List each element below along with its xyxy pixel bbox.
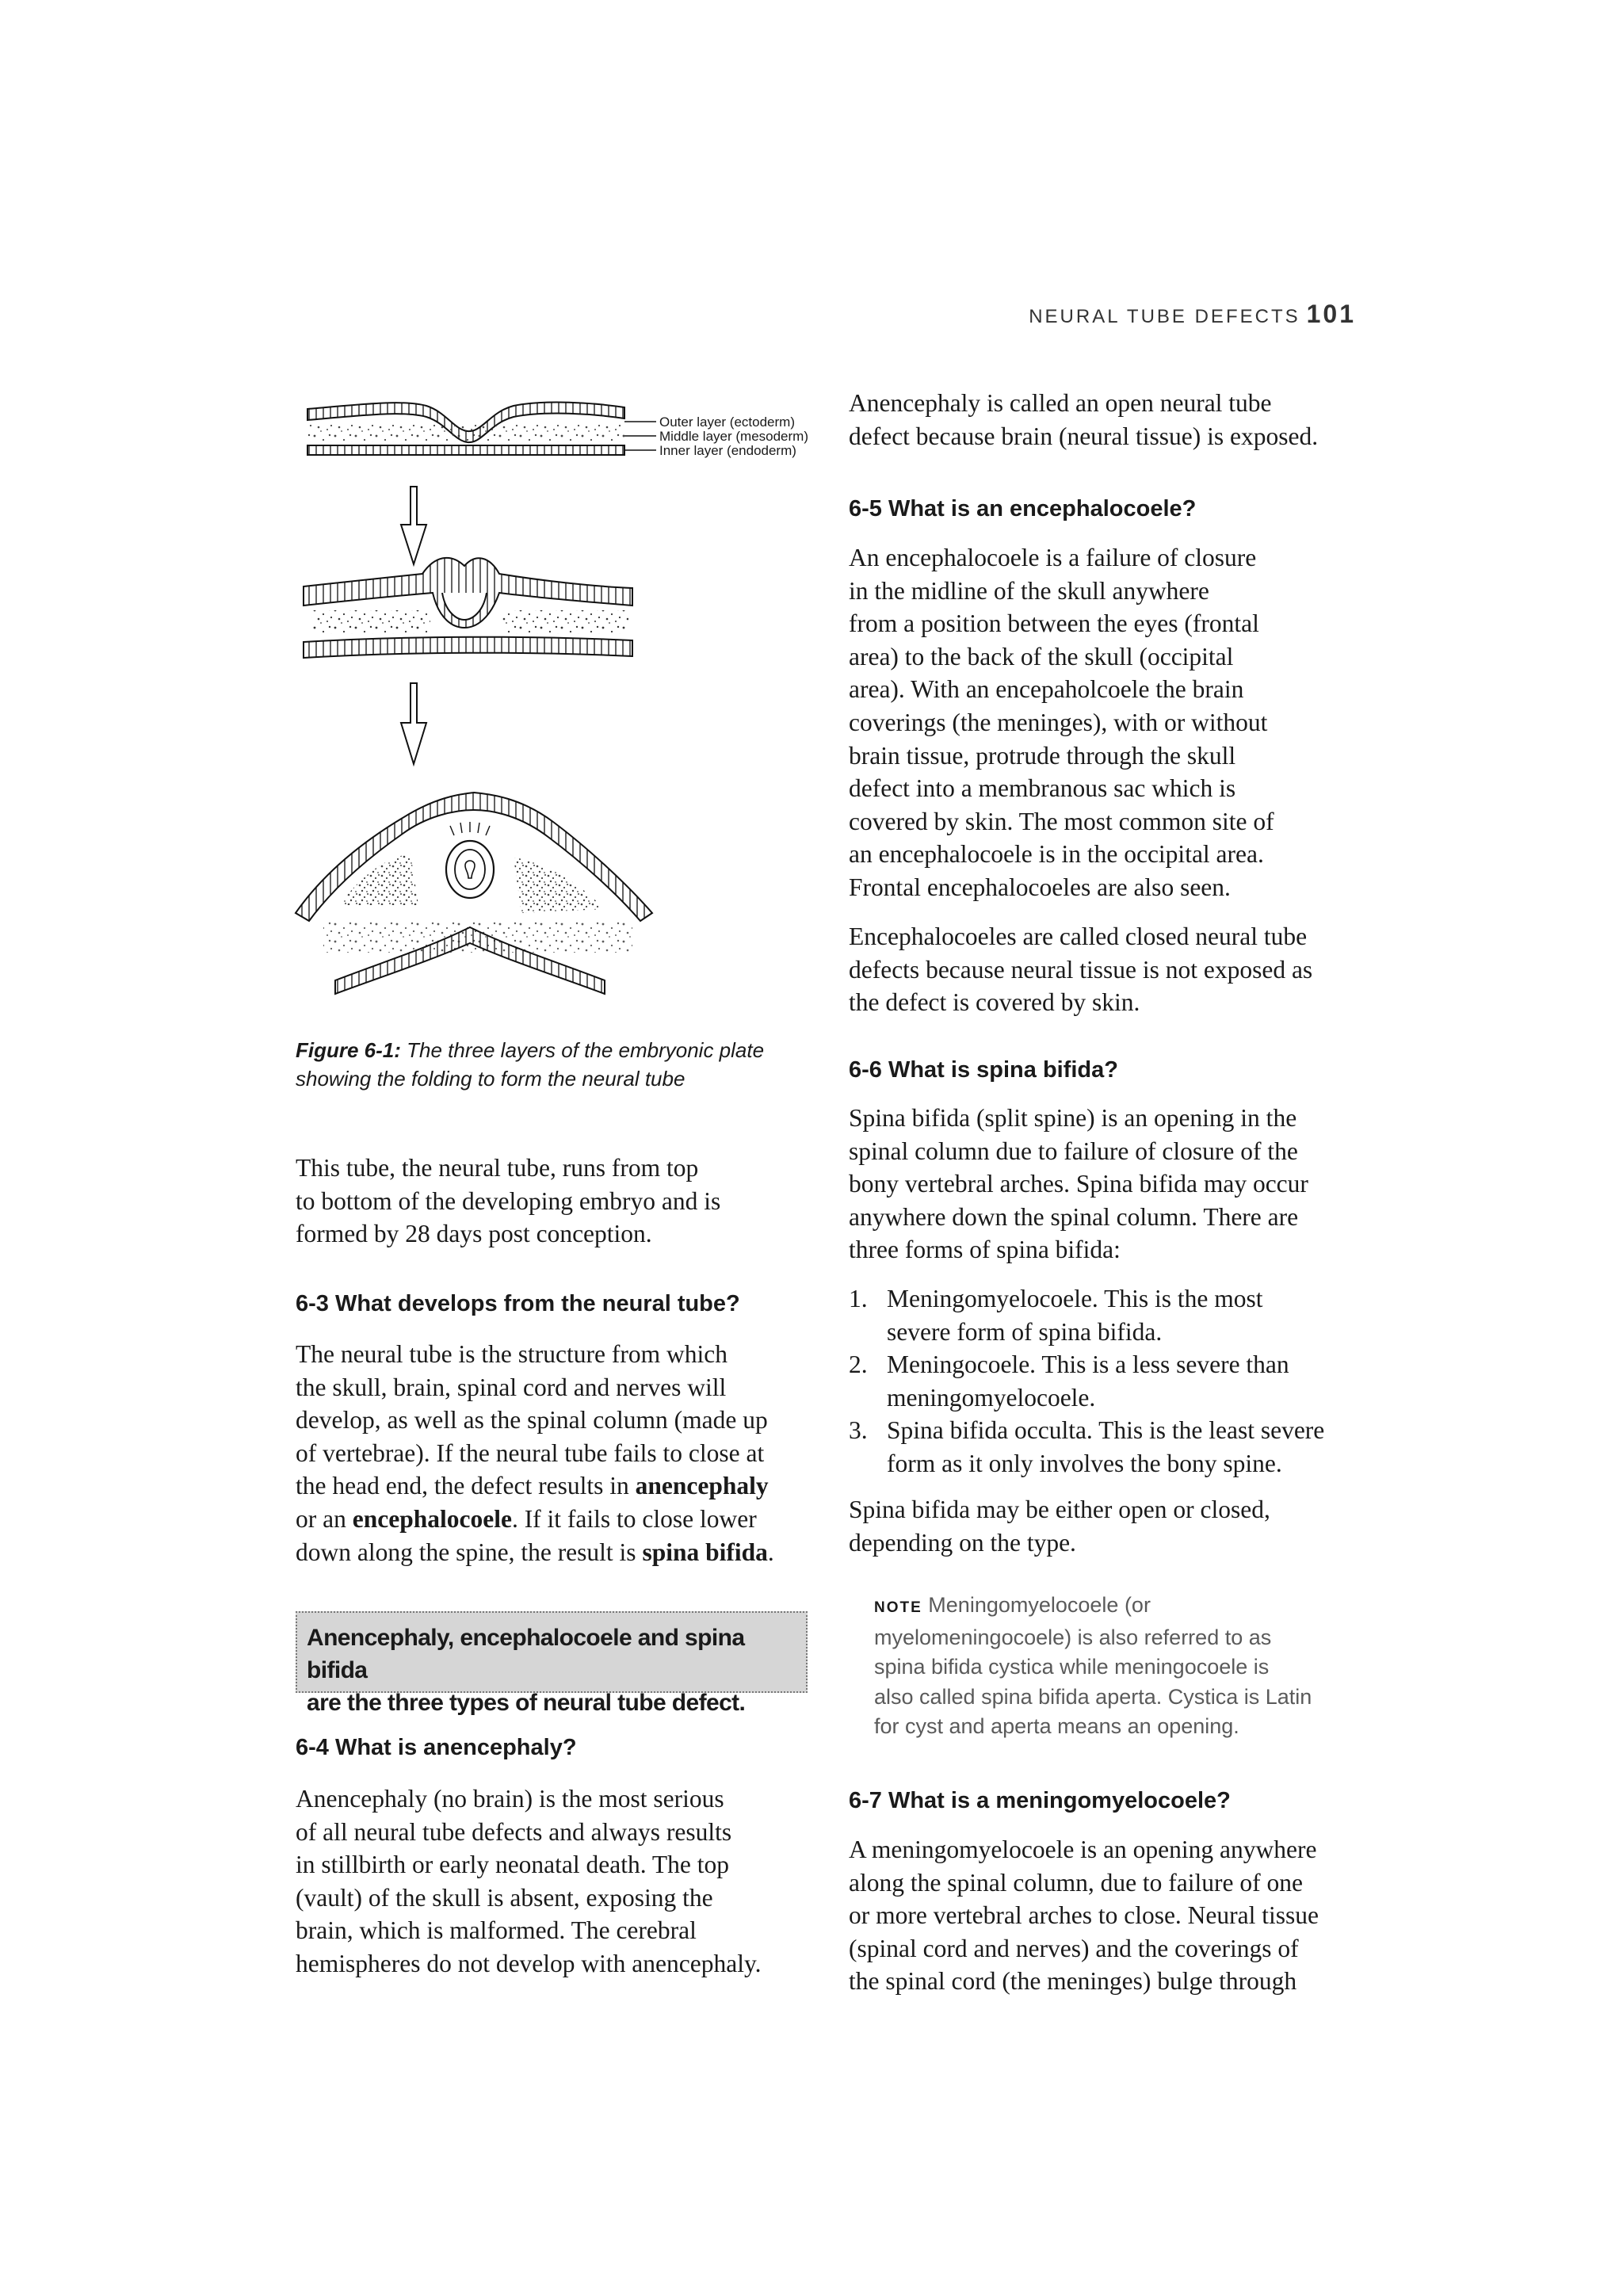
- text-line: develop, as well as the spinal column (made up: [296, 1406, 768, 1435]
- text-line: defect because brain (neural tissue) is exposed.: [849, 422, 1319, 450]
- section-6-3: [296, 1289, 811, 1318]
- text-line: form as it only involves the bony spine.: [887, 1449, 1282, 1477]
- text-line: area) to the back of the skull (occipital: [849, 642, 1234, 670]
- text-line: the spinal cord (the meninges) bulge through: [849, 1967, 1297, 1996]
- note-line: Meningomyelocoele (or: [928, 1593, 1151, 1617]
- text-line: in the midline of the skull anywhere: [849, 576, 1209, 605]
- label-outer-layer: Outer layer (ectoderm): [659, 415, 795, 430]
- stage-folding-plate: [304, 558, 632, 658]
- caption-text-1: The three layers of the embryonic plate: [407, 1038, 765, 1062]
- open-ntd-paragraph: [849, 387, 1364, 453]
- text-line: bony vertebral arches. Spina bifida may occur: [849, 1170, 1308, 1198]
- text-line: or more vertebral arches to close. Neural tissue: [849, 1901, 1319, 1930]
- text-line: along the spinal column, due to failure of one: [849, 1868, 1303, 1897]
- list-item: [849, 1414, 1364, 1480]
- text-line: formed by 28 days post conception.: [296, 1220, 652, 1248]
- section-6-3-body: [296, 1338, 811, 1568]
- caption-label: Figure 6-1:: [296, 1038, 401, 1062]
- figure-embryonic-plate: [292, 398, 815, 1032]
- text-line: three forms of spina bifida:: [849, 1236, 1121, 1264]
- text-line: the defect is covered by skin.: [849, 988, 1140, 1017]
- text-line: meningomyelocoele.: [887, 1383, 1096, 1412]
- text-line: severe form of spina bifida.: [887, 1317, 1163, 1346]
- text-line: brain, which is malformed. The cerebral: [296, 1916, 697, 1945]
- text-line: This tube, the neural tube, runs from top: [296, 1154, 699, 1182]
- callout-box: [296, 1611, 808, 1716]
- text-line: anywhere down the spinal column. There are: [849, 1202, 1299, 1231]
- section-heading: 6-6 What is spina bifida?: [849, 1057, 1118, 1083]
- term-spina-bifida: spina bifida: [642, 1538, 768, 1566]
- section-6-4-body: [296, 1782, 811, 1981]
- stage-flat-layers: [307, 403, 808, 458]
- note-line: myelomeningocoele) is also referred to as: [874, 1625, 1272, 1649]
- note-line: spina bifida cystica while meningocoele is: [874, 1655, 1270, 1679]
- term-encephalocoele: encephalocoele: [352, 1504, 512, 1533]
- list-number: 1.: [849, 1285, 868, 1312]
- running-head: NEURAL TUBE DEFECTS: [1029, 306, 1300, 327]
- text-line: An encephalocoele is a failure of closure: [849, 544, 1257, 571]
- text-line: Anencephaly (no brain) is the most serious: [296, 1785, 724, 1813]
- section-heading: 6-3 What develops from the neural tube?: [296, 1291, 740, 1316]
- text-line: of vertebrae). If the neural tube fails to close at: [296, 1438, 765, 1467]
- label-middle-layer: Middle layer (mesoderm): [659, 429, 808, 444]
- caption-text-2: showing the folding to form the neural tube: [296, 1067, 685, 1091]
- section-heading: 6-7 What is a meningomyelocoele?: [849, 1788, 1231, 1813]
- section-6-4: [296, 1733, 811, 1762]
- section-6-5: [849, 495, 1364, 523]
- spina-bifida-types-list: [849, 1282, 1364, 1480]
- text-line: defects because neural tissue is not exposed as: [849, 955, 1313, 984]
- list-number: 2.: [849, 1350, 868, 1379]
- text-line: defect into a membranous sac which is: [849, 774, 1236, 803]
- section-6-7-body: [849, 1833, 1364, 1998]
- arrow-down-icon: [401, 683, 426, 764]
- section-6-6: [849, 1056, 1364, 1084]
- note-tag: NOTE: [874, 1599, 922, 1616]
- figure-caption: [296, 1036, 811, 1093]
- running-header: [1029, 300, 1356, 329]
- text-line: Frontal encephalocoeles are also seen.: [849, 873, 1231, 901]
- text-line: (vault) of the skull is absent, exposing the: [296, 1883, 713, 1912]
- note-line: also called spina bifida aperta. Cystica is Latin: [874, 1684, 1312, 1709]
- text-run: . If it fails to close lower: [511, 1504, 757, 1533]
- text-line: to bottom of the developing embryo and is: [296, 1186, 721, 1215]
- text-run: .: [767, 1538, 774, 1566]
- list-item: [849, 1282, 1364, 1348]
- note-box: [874, 1591, 1365, 1742]
- callout-line: Anencephaly, encephalocoele and spina bifida: [307, 1625, 745, 1683]
- list-item: [849, 1348, 1364, 1414]
- open-closed-paragraph: [849, 1493, 1364, 1559]
- text-run: down along the spine, the result is: [296, 1538, 643, 1566]
- note-line: for cyst and aperta means an opening.: [874, 1714, 1239, 1739]
- section-6-6-body: [849, 1102, 1364, 1266]
- text-line: depending on the type.: [849, 1528, 1076, 1557]
- section-heading: 6-5 What is an encephalocoele?: [849, 496, 1197, 521]
- stage-neural-tube: [296, 793, 652, 994]
- text-line: (spinal cord and nerves) and the coverings of: [849, 1934, 1299, 1962]
- arrow-down-icon: [401, 487, 426, 564]
- text-line: area). With an encepaholcoele the brain: [849, 675, 1244, 704]
- text-line: an encephalocoele is in the occipital area.: [849, 840, 1264, 869]
- text-line: Spina bifida may be either open or closed,: [849, 1496, 1270, 1523]
- text-line: Meningomyelocoele. This is the most: [887, 1285, 1263, 1312]
- text-run: or an: [296, 1504, 353, 1533]
- closed-ntd-paragraph: [849, 920, 1364, 1019]
- text-line: brain tissue, protrude through the skull: [849, 741, 1236, 770]
- text-run: the head end, the defect results in: [296, 1472, 636, 1500]
- text-line: Meningocoele. This is a less severe than: [887, 1350, 1289, 1379]
- text-line: spinal column due to failure of closure of the: [849, 1137, 1298, 1165]
- text-line: hemispheres do not develop with anencephaly.: [296, 1949, 762, 1977]
- text-line: from a position between the eyes (frontal: [849, 609, 1259, 638]
- section-6-7: [849, 1786, 1364, 1815]
- text-line: Anencephaly is called an open neural tube: [849, 389, 1272, 417]
- text-line: A meningomyelocoele is an opening anywhere: [849, 1836, 1317, 1863]
- text-line: The neural tube is the structure from which: [296, 1340, 727, 1368]
- term-anencephaly: anencephaly: [635, 1472, 769, 1500]
- callout-line: are the three types of neural tube defect.: [307, 1690, 746, 1716]
- intro-paragraph: [296, 1152, 811, 1251]
- figure-drawing: [292, 398, 815, 1032]
- text-line: coverings (the meninges), with or without: [849, 708, 1268, 736]
- text-line: in stillbirth or early neonatal death. The top: [296, 1851, 730, 1879]
- text-line: covered by skin. The most common site of: [849, 807, 1274, 835]
- text-line: Spina bifida (split spine) is an opening in the: [849, 1104, 1297, 1132]
- section-heading: 6-4 What is anencephaly?: [296, 1735, 577, 1760]
- list-number: 3.: [849, 1416, 868, 1445]
- page-number: 101: [1306, 300, 1356, 328]
- section-6-5-body: [849, 541, 1364, 904]
- text-line: Spina bifida occulta. This is the least severe: [887, 1416, 1325, 1445]
- text-line: the skull, brain, spinal cord and nerves will: [296, 1373, 727, 1401]
- text-line: Encephalocoeles are called closed neural tube: [849, 923, 1308, 950]
- text-line: of all neural tube defects and always results: [296, 1817, 732, 1846]
- label-inner-layer: Inner layer (endoderm): [659, 443, 796, 458]
